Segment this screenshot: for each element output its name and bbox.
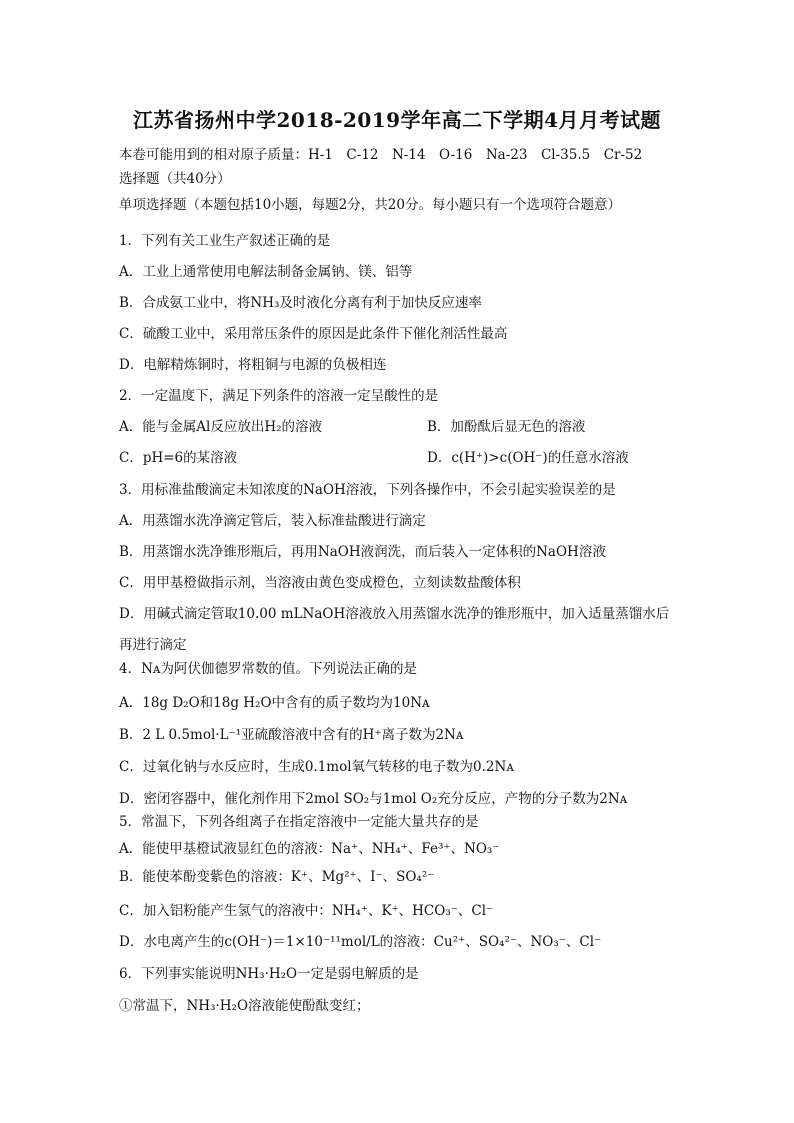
q5-option-b: B．能使苯酚变紫色的溶液：K⁺、Mg²⁺、I⁻、SO₄²⁻ (119, 869, 435, 885)
q4-stem: 4．Nᴀ为阿伏伽德罗常数的值。下列说法正确的是 (119, 661, 418, 677)
q1-option-b: B．合成氨工业中，将NH₃及时液化分离有利于加快反应速率 (119, 295, 482, 311)
q2-option-b: B．加酚酞后显无色的溶液 (427, 419, 586, 435)
q4-option-c: C．过氧化钠与水反应时，生成0.1mol氧气转移的电子数为0.2Nᴀ (119, 759, 514, 775)
q5-option-a: A．能使甲基橙试液显红色的溶液：Na⁺、NH₄⁺、Fe³⁺、NO₃⁻ (119, 841, 500, 857)
q1-option-c: C．硫酸工业中，采用常压条件的原因是此条件下催化剂活性最高 (119, 326, 508, 342)
section-heading: 选择题（共40分） (119, 171, 231, 187)
q4-option-b: B．2 L 0.5mol·L⁻¹亚硫酸溶液中含有的H⁺离子数为2Nᴀ (119, 727, 464, 743)
q5-stem: 5．常温下，下列各组离子在指定溶液中一定能大量共存的是 (119, 814, 479, 830)
q1-option-a: A．工业上通常使用电解法制备金属钠、镁、铝等 (119, 264, 413, 280)
q4-option-a: A．18g D₂O和18g H₂O中含有的质子数均为10Nᴀ (119, 695, 430, 711)
q3-option-d: D．用碱式滴定管取10.00 mLNaOH溶液放入用蒸馏水洗净的锥形瓶中，加入适量蒸馏水后 (119, 606, 670, 622)
q3-option-c: C．用甲基橙做指示剂，当溶液由黄色变成橙色，立刻读数盐酸体积 (119, 575, 521, 591)
atomic-masses-line: 本卷可能用到的相对原子质量：H-1 C-12 N-14 O-16 Na-23 Cl-35.5 Cr-52 (119, 147, 643, 163)
q4-option-d: D．密闭容器中，催化剂作用下2mol SO₂与1mol O₂充分反应，产物的分子数为2Nᴀ (119, 791, 628, 807)
q3-option-b: B．用蒸馏水洗净锥形瓶后，再用NaOH液润洗，而后装入一定体积的NaOH溶液 (119, 544, 606, 560)
q6-stem: 6．下列事实能说明NH₃·H₂O一定是弱电解质的是 (119, 966, 419, 982)
q2-option-d: D．c(H⁺)>c(OH⁻)的任意水溶液 (427, 450, 629, 466)
q3-option-d-continued: 再进行滴定 (119, 637, 187, 653)
q2-option-a: A．能与金属Al反应放出H₂的溶液 (119, 419, 323, 435)
q6-item-1: ①常温下，NH₃·H₂O溶液能使酚酞变红； (119, 998, 370, 1014)
q1-stem: 1．下列有关工业生产叙述正确的是 (119, 233, 331, 249)
q1-option-d: D．电解精炼铜时，将粗铜与电源的负极相连 (119, 357, 387, 373)
q2-option-c: C．pH=6的某溶液 (119, 450, 238, 466)
q3-option-a: A．用蒸馏水洗净滴定管后，装入标准盐酸进行滴定 (119, 513, 426, 529)
page-title: 江苏省扬州中学2018-2019学年高二下学期4月月考试题 (132, 108, 662, 132)
q2-stem: 2．一定温度下，满足下列条件的溶液一定呈酸性的是 (119, 388, 439, 404)
q5-option-c: C．加入铝粉能产生氢气的溶液中：NH₄⁺、K⁺、HCO₃⁻、Cl⁻ (119, 903, 494, 919)
single-choice-instructions: 单项选择题（本题包括10小题，每题2分，共20分。每小题只有一个选项符合题意） (119, 197, 621, 213)
q3-stem: 3．用标准盐酸滴定未知浓度的NaOH溶液，下列各操作中，不会引起实验误差的是 (119, 482, 616, 498)
q5-option-d: D．水电离产生的c(OH⁻)＝1×10⁻¹¹mol/L的溶液：Cu²⁺、SO₄²⁻、NO₃⁻、Cl⁻ (119, 934, 602, 950)
